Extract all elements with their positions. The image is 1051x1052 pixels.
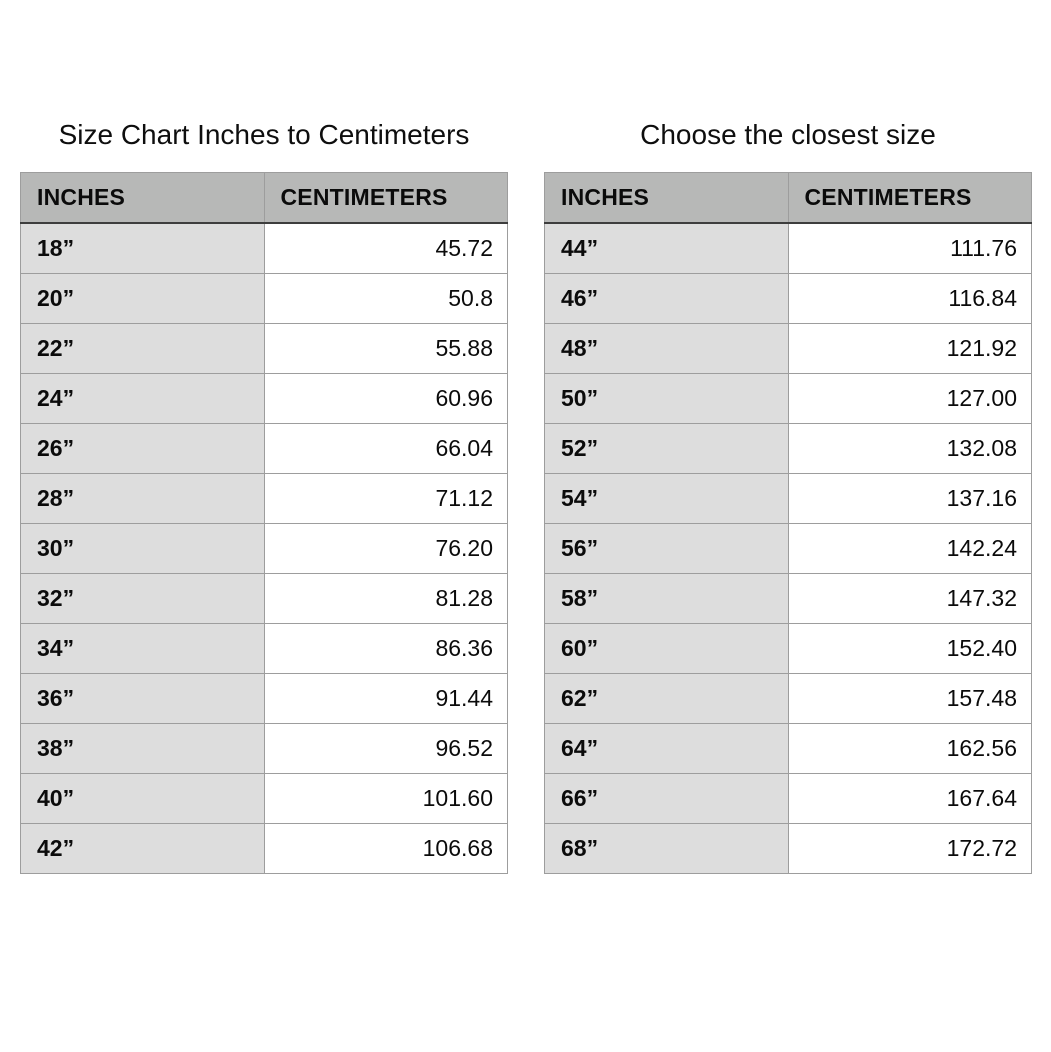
centimeters-cell: 127.00 [788, 374, 1032, 424]
centimeters-cell: 111.76 [788, 223, 1032, 274]
inches-cell: 26” [21, 424, 265, 474]
table-header [21, 173, 508, 224]
centimeters-cell: 157.48 [788, 674, 1032, 724]
table-row [545, 674, 1032, 724]
table-row [21, 524, 508, 574]
inches-to-cm-table [20, 172, 508, 874]
left-table-title: Size Chart Inches to Centimeters [58, 119, 470, 150]
inches-cell: 64” [545, 724, 789, 774]
inches-cell: 40” [21, 774, 265, 824]
inches-cell: 60” [545, 624, 789, 674]
centimeters-cell: 137.16 [788, 474, 1032, 524]
centimeters-cell: 71.12 [264, 474, 508, 524]
inches-cell: 46” [545, 274, 789, 324]
table-body [21, 223, 508, 874]
inches-cell: 42” [21, 824, 265, 874]
table-row [545, 724, 1032, 774]
centimeters-cell: 121.92 [788, 324, 1032, 374]
centimeters-cell: 45.72 [264, 223, 508, 274]
inches-cell: 38” [21, 724, 265, 774]
centimeters-cell: 106.68 [264, 824, 508, 874]
table-row [21, 324, 508, 374]
inches-cell: 52” [545, 424, 789, 474]
table-row [21, 424, 508, 474]
centimeters-cell: 86.36 [264, 624, 508, 674]
centimeters-cell: 96.52 [264, 724, 508, 774]
table-row [21, 374, 508, 424]
table-row [545, 274, 1032, 324]
table-body [545, 223, 1032, 874]
centimeters-cell: 162.56 [788, 724, 1032, 774]
inches-cell: 22” [21, 324, 265, 374]
inches-cell: 58” [545, 574, 789, 624]
table-row [21, 774, 508, 824]
inches-cell: 48” [545, 324, 789, 374]
header-row [545, 173, 1032, 224]
centimeters-cell: 167.64 [788, 774, 1032, 824]
centimeters-cell: 76.20 [264, 524, 508, 574]
inches-cell: 24” [21, 374, 265, 424]
table-row [21, 274, 508, 324]
column-header-inches: INCHES [545, 173, 789, 224]
centimeters-cell: 116.84 [788, 274, 1032, 324]
inches-cell: 32” [21, 574, 265, 624]
table-row [21, 474, 508, 524]
closest-size-table [544, 172, 1032, 874]
inches-cell: 34” [21, 624, 265, 674]
table-row [545, 624, 1032, 674]
centimeters-cell: 66.04 [264, 424, 508, 474]
right-panel [544, 118, 1032, 874]
table-row [21, 574, 508, 624]
inches-cell: 66” [545, 774, 789, 824]
column-header-centimeters: CENTIMETERS [264, 173, 508, 224]
centimeters-cell: 55.88 [264, 324, 508, 374]
inches-cell: 62” [545, 674, 789, 724]
centimeters-cell: 60.96 [264, 374, 508, 424]
inches-cell: 44” [545, 223, 789, 274]
table-row [21, 724, 508, 774]
header-row [21, 173, 508, 224]
table-row [21, 223, 508, 274]
centimeters-cell: 152.40 [788, 624, 1032, 674]
inches-cell: 18” [21, 223, 265, 274]
centimeters-cell: 81.28 [264, 574, 508, 624]
inches-cell: 56” [545, 524, 789, 574]
inches-cell: 28” [21, 474, 265, 524]
centimeters-cell: 132.08 [788, 424, 1032, 474]
table-row [21, 824, 508, 874]
inches-cell: 68” [545, 824, 789, 874]
table-row [545, 524, 1032, 574]
centimeters-cell: 91.44 [264, 674, 508, 724]
table-row [545, 374, 1032, 424]
table-row [545, 774, 1032, 824]
table-header [545, 173, 1032, 224]
centimeters-cell: 142.24 [788, 524, 1032, 574]
right-table-title: Choose the closest size [640, 119, 936, 150]
centimeters-cell: 50.8 [264, 274, 508, 324]
centimeters-cell: 147.32 [788, 574, 1032, 624]
table-row [545, 324, 1032, 374]
tables-layout [20, 118, 1032, 874]
table-row [545, 424, 1032, 474]
table-row [21, 674, 508, 724]
column-header-centimeters: CENTIMETERS [788, 173, 1032, 224]
table-row [545, 824, 1032, 874]
inches-cell: 54” [545, 474, 789, 524]
column-header-inches: INCHES [21, 173, 265, 224]
left-panel [20, 118, 508, 874]
inches-cell: 30” [21, 524, 265, 574]
inches-cell: 50” [545, 374, 789, 424]
table-row [21, 624, 508, 674]
inches-cell: 36” [21, 674, 265, 724]
table-row [545, 574, 1032, 624]
centimeters-cell: 101.60 [264, 774, 508, 824]
inches-cell: 20” [21, 274, 265, 324]
centimeters-cell: 172.72 [788, 824, 1032, 874]
table-row [545, 474, 1032, 524]
table-row [545, 223, 1032, 274]
